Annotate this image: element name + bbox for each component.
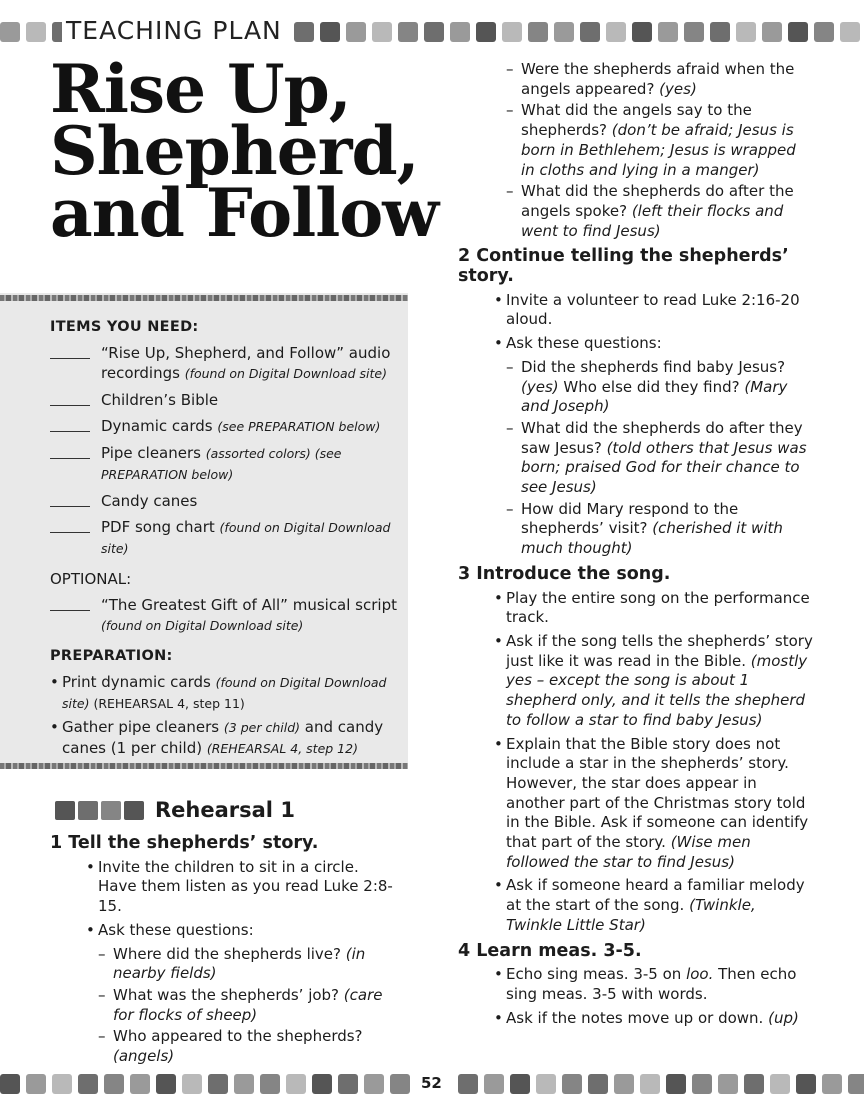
section-label: TEACHING PLAN	[66, 16, 282, 45]
step-title: 4 Learn meas. 3-5.	[458, 940, 642, 961]
checkbox-blank[interactable]	[50, 343, 90, 359]
list-item: • Invite a volunteer to read Luke 2:16-20 aloud.	[494, 290, 800, 329]
list-item: • Explain that the Bible story does not include a star in the shepherds’ story. However, the star does appear in another part of the Christmas story told in the Bible. Ask if someone can identify that part of the story. (Wise men followed the star to find Jesus)	[494, 734, 809, 871]
question-item: – What was the shepherds’ job? (care for flocks of sheep)	[98, 985, 383, 1024]
step-title: 3 Introduce the song.	[458, 563, 671, 584]
checkbox-blank[interactable]	[50, 390, 90, 406]
items-heading: ITEMS YOU NEED:	[50, 319, 199, 335]
list-item: • Invite the children to sit in a circle. Have them listen as you read Luke 2:8-15.	[86, 857, 393, 916]
page-number: 52	[421, 1074, 442, 1092]
list-item: • Ask these questions:	[86, 920, 254, 939]
list-item: • Ask if the song tells the shepherds’ story just like it was read in the Bible. (mostly yes – except the song is about 1 shepherd only, and it tells the shepherd to follow a star to find baby Jesus)	[494, 631, 813, 729]
right-column	[458, 60, 814, 1032]
question-item: – What did the shepherds do after they saw Jesus? (told others that Jesus was born; praised God for their chance to see Jesus)	[506, 418, 807, 497]
checklist-item: “Rise Up, Shepherd, and Follow” audio recordings (found on Digital Download site)	[50, 343, 402, 384]
page-title	[50, 50, 439, 252]
rehearsal-title: Rehearsal 1	[155, 798, 295, 822]
question-item: – Were the shepherds afraid when the angels appeared? (yes)	[506, 60, 795, 98]
question-item: – How did Mary respond to the shepherds’ visit? (cherished it with much thought)	[506, 499, 783, 558]
title-line: Rise Up,	[50, 50, 351, 128]
step-title: 1 Tell the shepherds’ story.	[50, 833, 319, 853]
optional-label: OPTIONAL:	[50, 570, 132, 588]
checkbox-blank[interactable]	[50, 595, 90, 611]
header-decoration-right	[294, 22, 864, 42]
step-title: 2 Continue telling the shepherds’ story.	[458, 246, 789, 287]
question-item: – What did the shepherds do after the angels spoke? (left their flocks and went to find Jesus)	[506, 182, 794, 240]
question-item: – Did the shepherds find baby Jesus? (yes) Who else did they find? (Mary and Joseph)	[506, 357, 788, 416]
checklist-item: Pipe cleaners (assorted colors) (see PREPARATION below)	[50, 443, 402, 485]
checkbox-blank[interactable]	[50, 491, 90, 507]
prep-heading: PREPARATION:	[50, 648, 173, 664]
title-line: Shepherd,	[50, 112, 419, 190]
checkbox-blank[interactable]	[50, 416, 90, 432]
list-item: • Ask if someone heard a familiar melody at the start of the song. (Twinkle, Twinkle Little Star)	[494, 876, 805, 934]
checklist-item: “The Greatest Gift of All” musical script (found on Digital Download site)	[50, 595, 402, 636]
question-item: – Who appeared to the shepherds? (angels)	[98, 1027, 363, 1066]
list-item: • Echo sing meas. 3-5 on loo. Then echo sing meas. 3-5 with words.	[494, 965, 797, 1003]
prep-item: • Gather pipe cleaners (3 per child) and candy canes (1 per child) (REHEARSAL 4, step 12)	[50, 718, 384, 757]
question-item: – What did the angels say to the shepherds? (don’t be afraid; Jesus is born in Bethlehem; Jesus is wrapped in cloths and lying in a manger)	[506, 101, 796, 179]
checkbox-blank[interactable]	[50, 517, 90, 533]
header-decoration-left	[0, 22, 62, 42]
checklist-item: Children’s Bible	[50, 390, 402, 410]
title-line: and Follow	[50, 174, 439, 252]
rehearsal-heading	[55, 798, 295, 822]
footer-decoration-left	[0, 1074, 412, 1094]
footer-decoration-right	[458, 1074, 864, 1094]
prep-item: • Print dynamic cards (found on Digital Download site) (REHEARSAL 4, step 11)	[50, 673, 387, 711]
items-box	[0, 293, 408, 768]
dotted-divider	[0, 763, 408, 769]
checkbox-blank[interactable]	[50, 443, 90, 459]
left-column	[50, 834, 402, 1069]
list-item: • Play the entire song on the performance track.	[494, 588, 810, 627]
list-item: • Ask these questions:	[494, 334, 662, 353]
question-item: – Where did the shepherds live? (in nearby fields)	[98, 944, 366, 983]
checklist-item: PDF song chart (found on Digital Download site)	[50, 517, 402, 559]
checklist-item: Dynamic cards (see PREPARATION below)	[50, 416, 402, 437]
dotted-divider	[0, 295, 408, 301]
list-item: • Ask if the notes move up or down. (up)	[494, 1008, 799, 1027]
checklist-item: Candy canes	[50, 491, 402, 511]
